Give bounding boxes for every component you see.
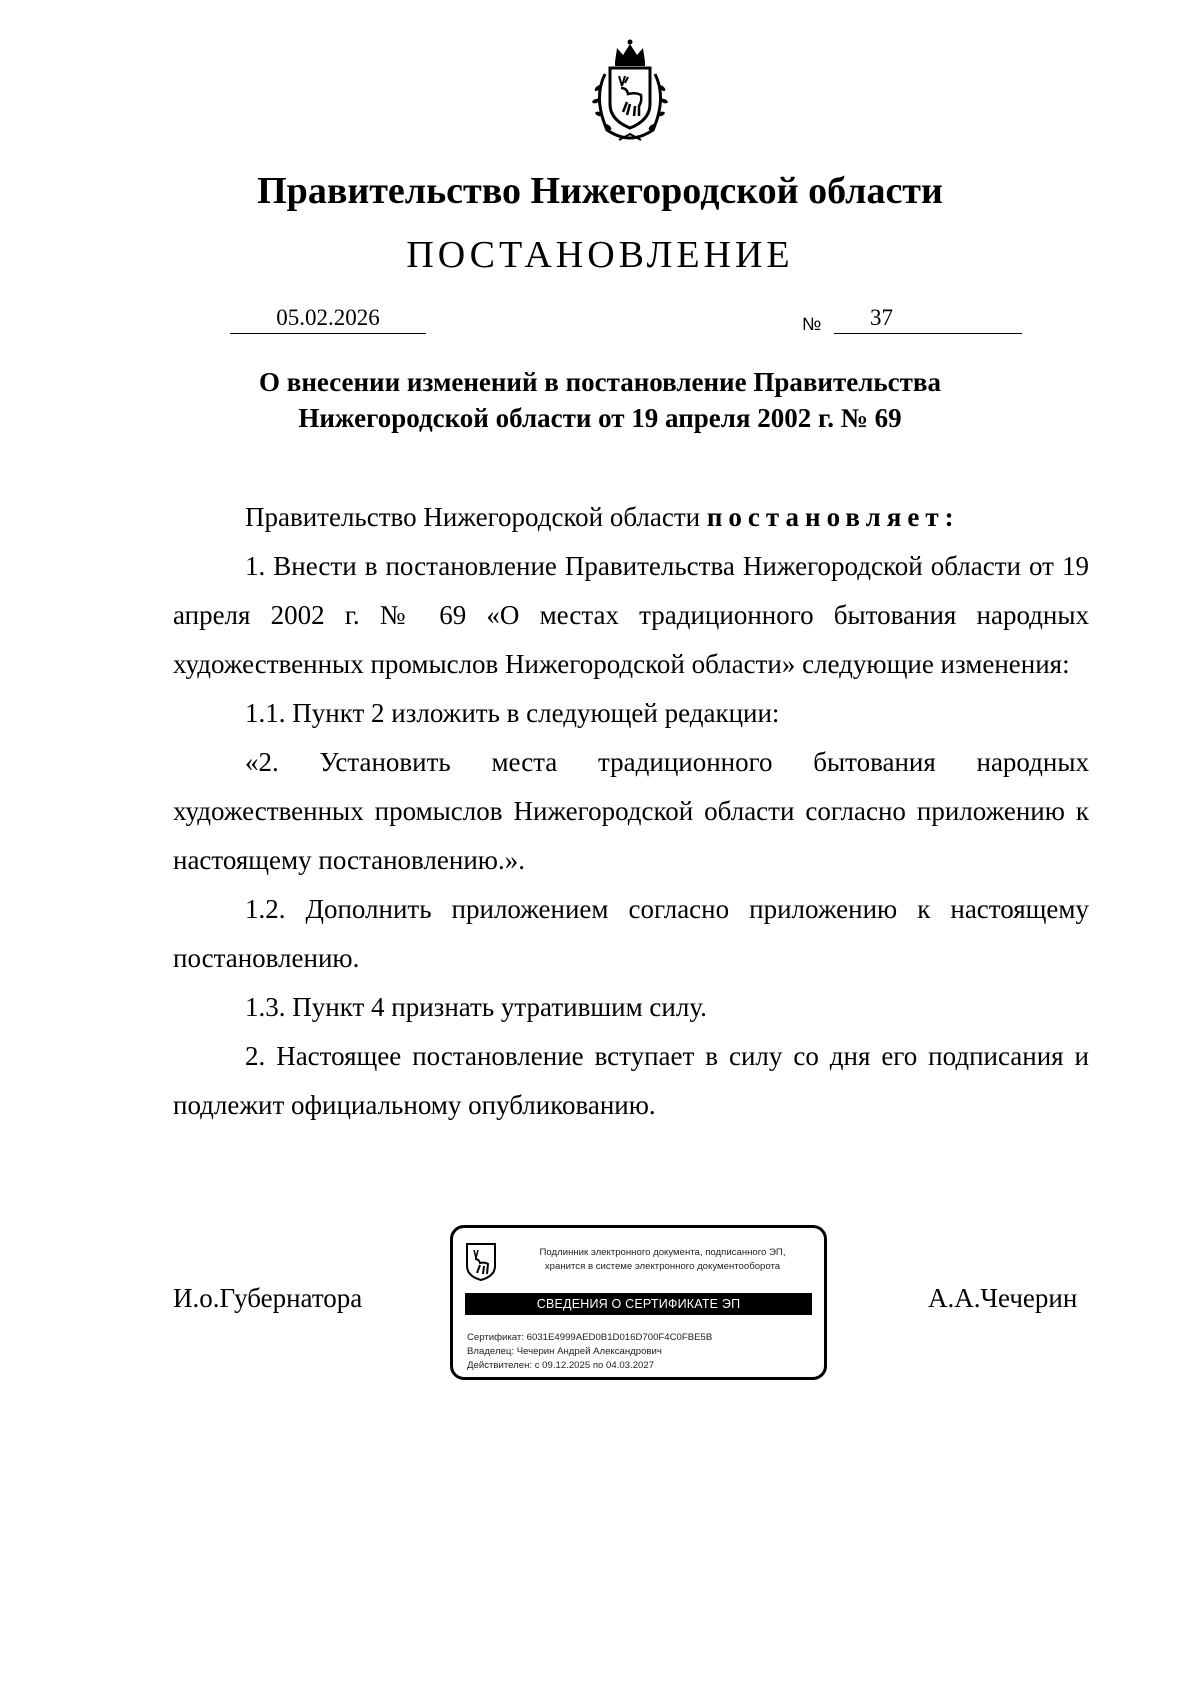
paragraph-1-1: 1.1. Пункт 2 изложить в следующей редакции: (245, 698, 780, 728)
subject-line: О внесении изменений в постановление Правительства (259, 367, 941, 397)
paragraph-1: 1. Внести в постановление Правительства Нижегородской области от 19 апреля 2002 г. № 69 «О местах традиционного бытования народных художественных промыслов Нижегородской области» следующие изменения: (173, 551, 1089, 679)
certificate-details (467, 1331, 818, 1373)
resolution-intro (173, 493, 1089, 542)
document-number: 37 (870, 305, 893, 330)
certificate-id: Сертификат: 6031E4999AED0B1D016D700F4C0FBE5B (467, 1332, 713, 1343)
intro-text: Правительство Нижегородской области (245, 502, 707, 532)
document-type: ПОСТАНОВЛЕНИЕ (406, 234, 794, 276)
note-line: хранится в системе электронного документооборота (544, 1261, 781, 1272)
certificate-owner: Владелец: Чечерин Андрей Александрович (467, 1346, 662, 1357)
document-date-field (230, 303, 426, 334)
paragraph-1-3: 1.3. Пункт 4 признать утратившим силу. (245, 992, 707, 1022)
coat-of-arms-icon (575, 38, 685, 148)
e-signature-stamp (450, 1225, 827, 1380)
deer-emblem-icon (465, 1242, 497, 1282)
intro-keyword: постановляет: (706, 502, 960, 532)
paragraph-2: 2. Настоящее постановление вступает в силу со дня его подписания и подлежит официальному опубликованию. (173, 1041, 1089, 1120)
number-sign: № (802, 314, 822, 334)
signatory-name: А.А.Чечерин (928, 1283, 1078, 1313)
document-body (173, 493, 1089, 1130)
signatory-position: И.о.Губернатора (173, 1283, 363, 1313)
paragraph-1-2: 1.2. Дополнить приложением согласно приложению к настоящему постановлению. (173, 894, 1089, 973)
document-subject (0, 364, 1200, 436)
document-number-field (834, 303, 1022, 334)
document-date: 05.02.2026 (276, 305, 380, 330)
subject-line: Нижегородской области от 19 апреля 2002 г. № 69 (298, 403, 902, 433)
certificate-heading: СВЕДЕНИЯ О СЕРТИФИКАТЕ ЭП (465, 1293, 812, 1315)
certificate-validity: Действителен: с 09.12.2025 по 04.03.2027 (467, 1360, 655, 1371)
note-line: Подлинник электронного документа, подписанного ЭП, (539, 1247, 786, 1258)
organization-title: Правительство Нижегородской области (257, 170, 943, 212)
paragraph-1-1-quote: «2. Установить места традиционного бытования народных художественных промыслов Нижегородской области согласно приложению к настоящему постановлению.». (173, 747, 1089, 875)
e-signature-note (509, 1246, 816, 1274)
